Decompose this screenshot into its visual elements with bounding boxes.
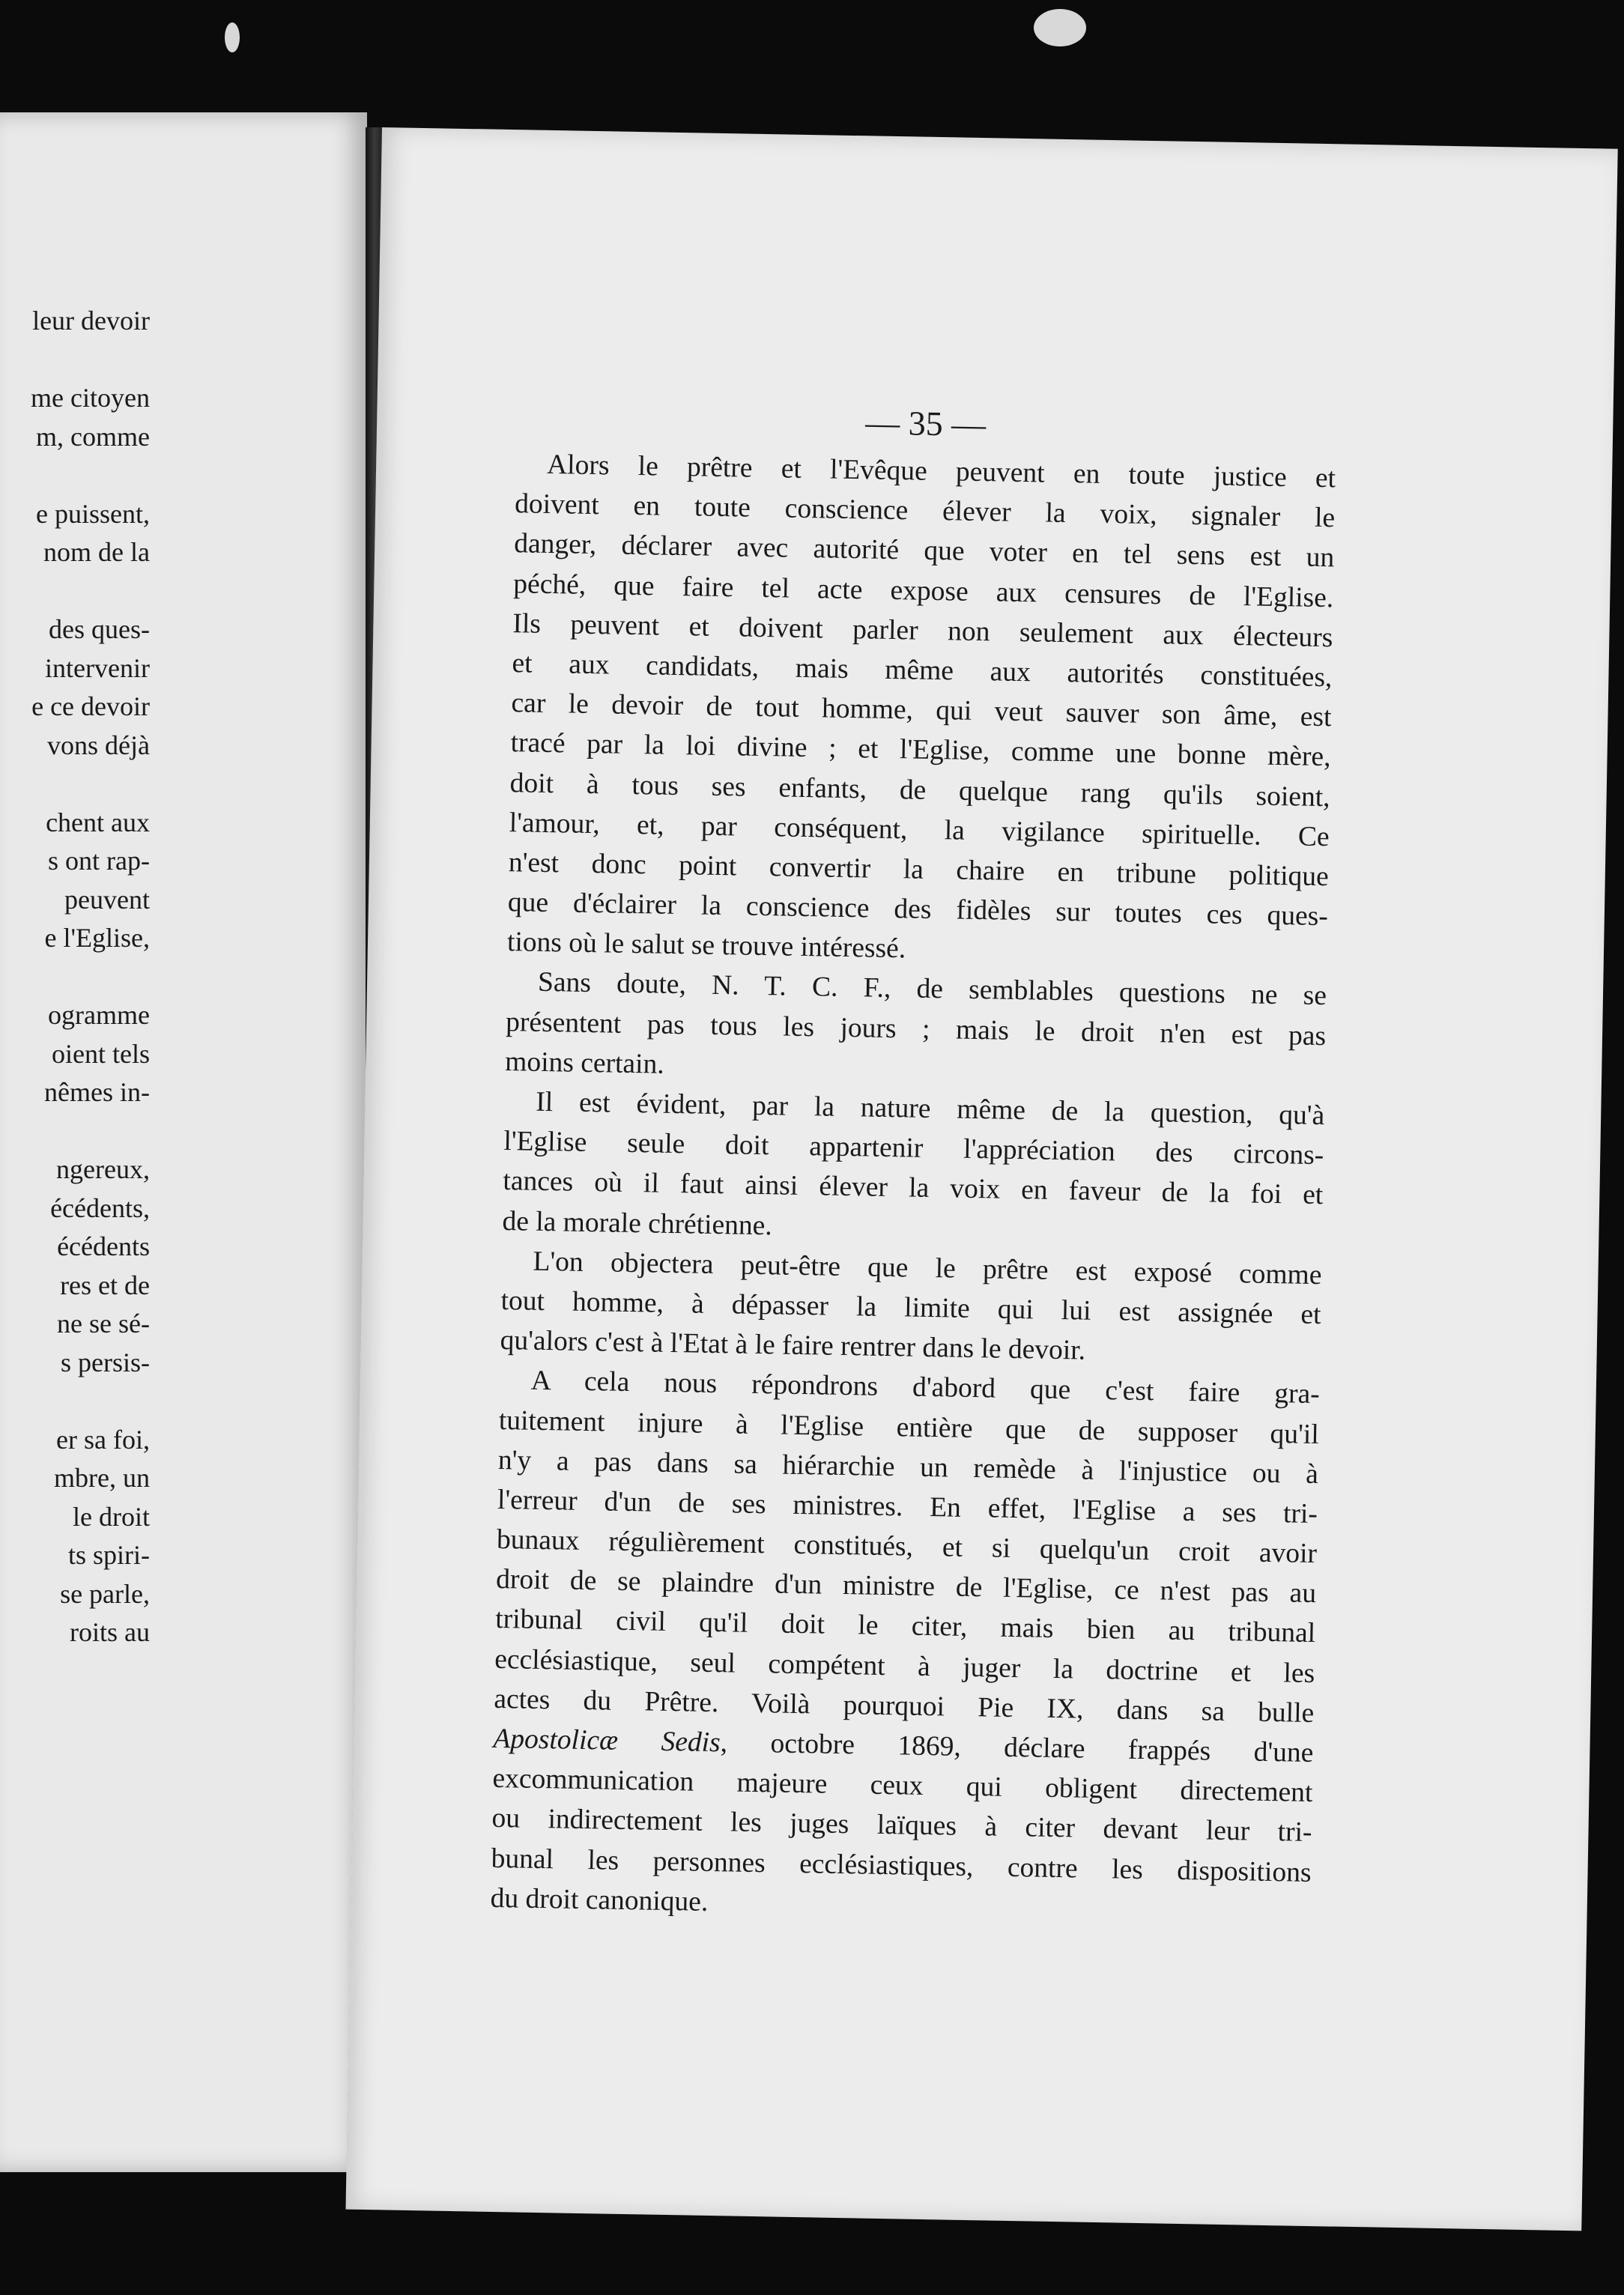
left-page-line: oient tels	[52, 1038, 150, 1069]
left-page-line: écédents	[57, 1231, 150, 1261]
left-page-line: nom de la	[43, 537, 150, 567]
text-line: excommunication majeure ceux qui obligent directement	[492, 1763, 1313, 1809]
left-page-line: écédents,	[50, 1192, 150, 1223]
scan-speck	[1034, 9, 1086, 46]
text-line: qu'alors c'est à l'Etat à le faire rentrer dans le devoir.	[500, 1325, 1086, 1366]
body-text	[490, 444, 1336, 1932]
left-page-line: nêmes in-	[44, 1077, 150, 1107]
right-page	[345, 127, 1617, 2231]
text-line: péché, que faire tel acte expose aux censures de l'Eglise.	[513, 568, 1334, 613]
text-line: Ils peuvent et doivent parler non seulement aux électeurs	[512, 607, 1333, 654]
left-page-line: s ont rap-	[48, 846, 150, 876]
text-line: Il est évident, par la nature même de la question, qu'à	[535, 1086, 1325, 1132]
left-page-line: ne se sé-	[57, 1309, 150, 1339]
text-line: doivent en toute conscience élever la voix, signaler le	[514, 488, 1336, 534]
text-line: actes du Prêtre. Voilà pourquoi Pie IX, dans sa bulle	[494, 1683, 1315, 1729]
left-page-line: peuvent	[64, 884, 150, 915]
left-page-line: ts spiri-	[67, 1540, 150, 1570]
left-page-line: chent aux	[46, 807, 150, 837]
text-line: l'Eglise seule doit appartenir l'appréciation des circons-	[503, 1126, 1324, 1171]
page-number: — 35 —	[864, 403, 987, 444]
text-line: moins certain.	[504, 1046, 665, 1080]
text-line: de la morale chrétienne.	[502, 1205, 773, 1241]
text-line: Alors le prêtre et l'Evêque peuvent en toute justice et	[546, 449, 1336, 494]
text-line: droit de se plaindre d'un ministre de l'Eglise, ce n'est pas au	[495, 1564, 1317, 1610]
text-line: et aux candidats, mais même aux autorités constituées,	[512, 648, 1333, 694]
text-line: L'on objectera peut-être que le prêtre est exposé comme	[533, 1246, 1322, 1291]
text-line: danger, déclarer avec autorité que voter en tel sens est un	[513, 528, 1335, 574]
text-line: tribunal civil qu'il doit le citer, mais bien au tribunal	[494, 1604, 1316, 1649]
text-line: ecclésiastique, seul compétent à juger la doctrine et les	[494, 1643, 1315, 1689]
left-page-line: leur devoir	[32, 306, 150, 336]
text-line: Sans doute, N. T. C. F., de semblables questions ne se	[537, 967, 1327, 1012]
left-page-line: roits au	[70, 1617, 150, 1647]
text-line: présentent pas tous les jours ; mais le droit n'en est pas	[505, 1006, 1327, 1052]
text-line: ou indirectement les juges laïques à citer devant leur tri-	[491, 1803, 1312, 1849]
text-line: doit à tous ses enfants, de quelque rang qu'ils soient,	[509, 767, 1330, 813]
left-page-line: me citoyen	[31, 383, 150, 413]
text-line: Apostolicæ Sedis, octobre 1869, déclare frappés d'une	[493, 1723, 1314, 1769]
text-line: bunaux régulièrement constitués, et si quelqu'un croit avoir	[496, 1524, 1318, 1570]
text-line: du droit canonique.	[490, 1882, 709, 1917]
left-page-line: er sa foi,	[56, 1424, 150, 1455]
left-page-line: se parle,	[60, 1578, 150, 1609]
text-line: tances où il faut ainsi élever la voix en faveur de la foi et	[503, 1165, 1324, 1211]
left-page-line: des ques-	[49, 614, 150, 644]
left-page-line: e ce devoir	[31, 691, 150, 721]
left-page-line: e puissent,	[36, 498, 150, 529]
left-page-line: le droit	[73, 1501, 150, 1532]
left-page-line: e l'Eglise,	[44, 923, 150, 953]
text-line: que d'éclairer la conscience des fidèles sur toutes ces ques-	[507, 887, 1329, 933]
text-line: l'amour, et, par conséquent, la vigilance spirituelle. Ce	[509, 807, 1330, 852]
left-page	[0, 112, 367, 2172]
text-line: tuitement injure à l'Eglise entière que de supposer qu'il	[498, 1404, 1320, 1450]
left-page-line: ogramme	[48, 1000, 150, 1030]
text-line: tout homme, à dépasser la limite qui lui est assignée et	[500, 1285, 1321, 1331]
text-line: l'erreur d'un de ses ministres. En effet, l'Eglise a ses tri-	[497, 1484, 1318, 1530]
left-page-line: mbre, un	[54, 1463, 150, 1493]
scan-speck	[225, 22, 240, 52]
text-line: tracé par la loi divine ; et l'Eglise, comme une bonne mère,	[510, 727, 1331, 773]
text-line: car le devoir de tout homme, qui veut sauver son âme, est	[511, 688, 1332, 733]
text-line: A cela nous répondrons d'abord que c'est faire gra-	[530, 1365, 1321, 1410]
bull-title: Apostolicæ Sedis	[493, 1723, 721, 1759]
text-line: bunal les personnes ecclésiastiques, contre les dispositions	[491, 1843, 1312, 1888]
text-line: tions où le salut se trouve intéressé.	[506, 927, 906, 965]
text-line: n'est donc point convertir la chaire en tribune politique	[508, 846, 1330, 893]
left-page-line: m, comme	[36, 421, 150, 452]
left-page-line: s persis-	[61, 1347, 150, 1377]
left-page-line: res et de	[60, 1270, 150, 1300]
left-page-line: vons déjà	[47, 730, 150, 760]
left-page-line: intervenir	[45, 652, 150, 683]
left-page-line: ngereux,	[56, 1154, 150, 1184]
text-line: n'y a pas dans sa hiérarchie un remède à l'injustice ou à	[497, 1444, 1319, 1490]
